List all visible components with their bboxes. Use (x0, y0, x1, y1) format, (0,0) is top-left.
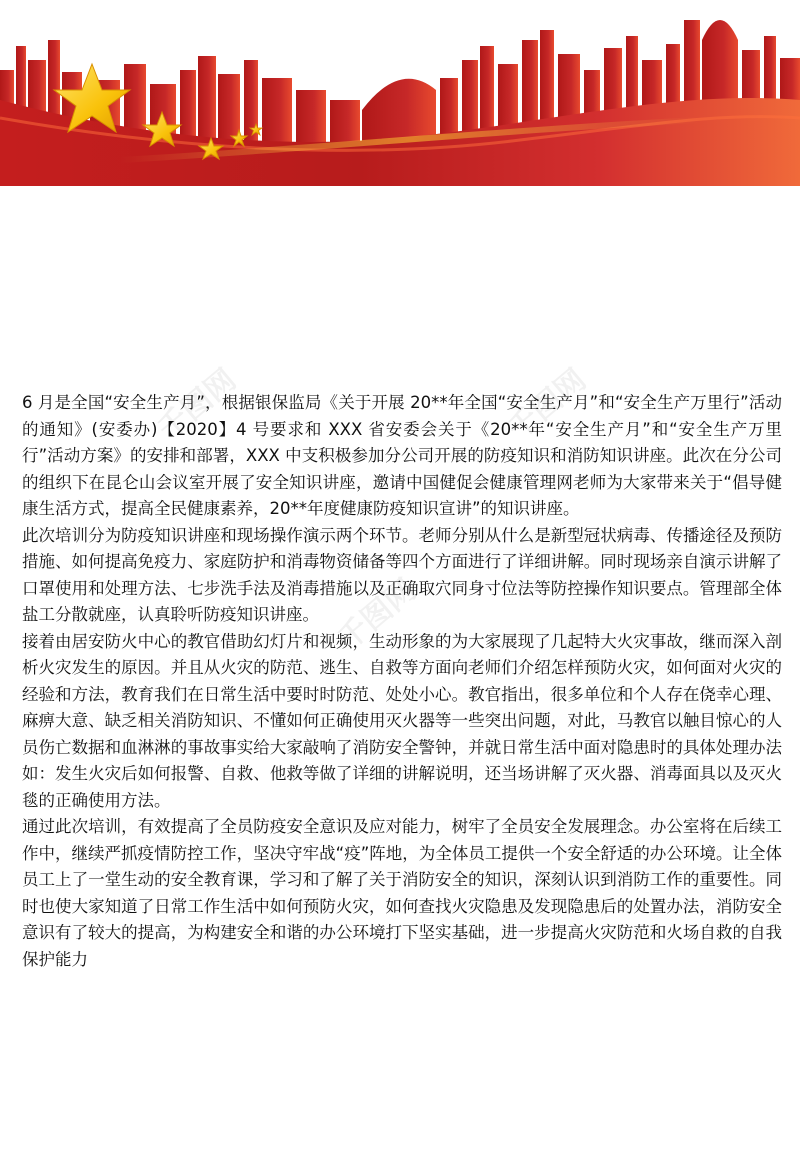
header-banner (0, 0, 800, 186)
article-paragraph-1: 6 月是全国“安全生产月”，根据银保监局《关于开展 20**年全国“安全生产月”和“安全生产万里行”活动的通知》(安委办)【2020】4 号要求和 XXX 省安委会关于《20**年“安全生产月”和“安全生产万里行”活动方案》的安排和部署，XXX 中支积极参加分公司开展的防疫知识和消防知识讲座。此次在分公司的组织下在昆仑山会议室开展了安全知识讲座，邀请中国健促会健康管理网老师为大家带来关于“倡导健康生活方式，提高全民健康素养，20**年度健康防疫知识宣讲”的知识讲座。 (22, 393, 782, 518)
banner-graphic (0, 0, 800, 186)
article-paragraph-4: 通过此次培训，有效提高了全员防疫安全意识及应对能力，树牢了全员安全发展理念。办公室将在后续工作中，继续严抓疫情防控工作，坚决守牢战“疫”阵地，为全体员工提供一个安全舒适的办公环境。让全体员工上了一堂生动的安全教育课，学习和了解了关于消防安全的知识，深刻认识到消防工作的重要性。同时也使大家知道了日常工作生活中如何预防火灾，如何查找火灾隐患及发现隐患后的处置办法，消防安全意识有了较大的提高，为构建安全和谐的办公环境打下坚实基础，进一步提高火灾防范和火场自救的自我保护能力 (22, 817, 782, 969)
watermark-text: 千图网 (151, 362, 243, 448)
article-paragraph-2: 此次培训分为防疫知识讲座和现场操作演示两个环节。老师分别从什么是新型冠状病毒、传播途径及预防措施、如何提高免疫力、家庭防护和消毒物资储备等四个方面进行了详细讲解。同时现场亲自演示讲解了口罩使用和处理方法、七步洗手法及消毒措施以及正确取穴同身寸位法等防控操作知识要点。管理部全体盐工分散就座，认真聆听防疫知识讲座。 (22, 525, 782, 624)
article-paragraph-3: 接着由居安防火中心的教官借助幻灯片和视频，生动形象的为大家展现了几起特大火灾事故，继而深入剖析火灾发生的原因。并且从火灾的防范、逃生、自救等方面向老师们介绍怎样预防火灾，如何面对火灾的经验和方法，教育我们在日常生活中要时时防范、处处小心。教官指出，很多单位和个人存在侥幸心理、麻痹大意、缺乏相关消防知识、不懂如何正确使用灭火器等一些突出问题，对此，马教官以触目惊心的人员伤亡数据和血淋淋的事故事实给大家敲响了消防安全警钟，并就日常生活中面对隐患时的具体处理办法如：发生火灾后如何报警、自救、他救等做了详细的讲解说明，还当场讲解了灭火器、消毒面具以及灭火毯的正确使用方法。 (22, 631, 782, 810)
watermark-text: 千图网 (331, 572, 423, 658)
article-body (22, 390, 782, 973)
watermark-text: 千图网 (501, 362, 593, 448)
